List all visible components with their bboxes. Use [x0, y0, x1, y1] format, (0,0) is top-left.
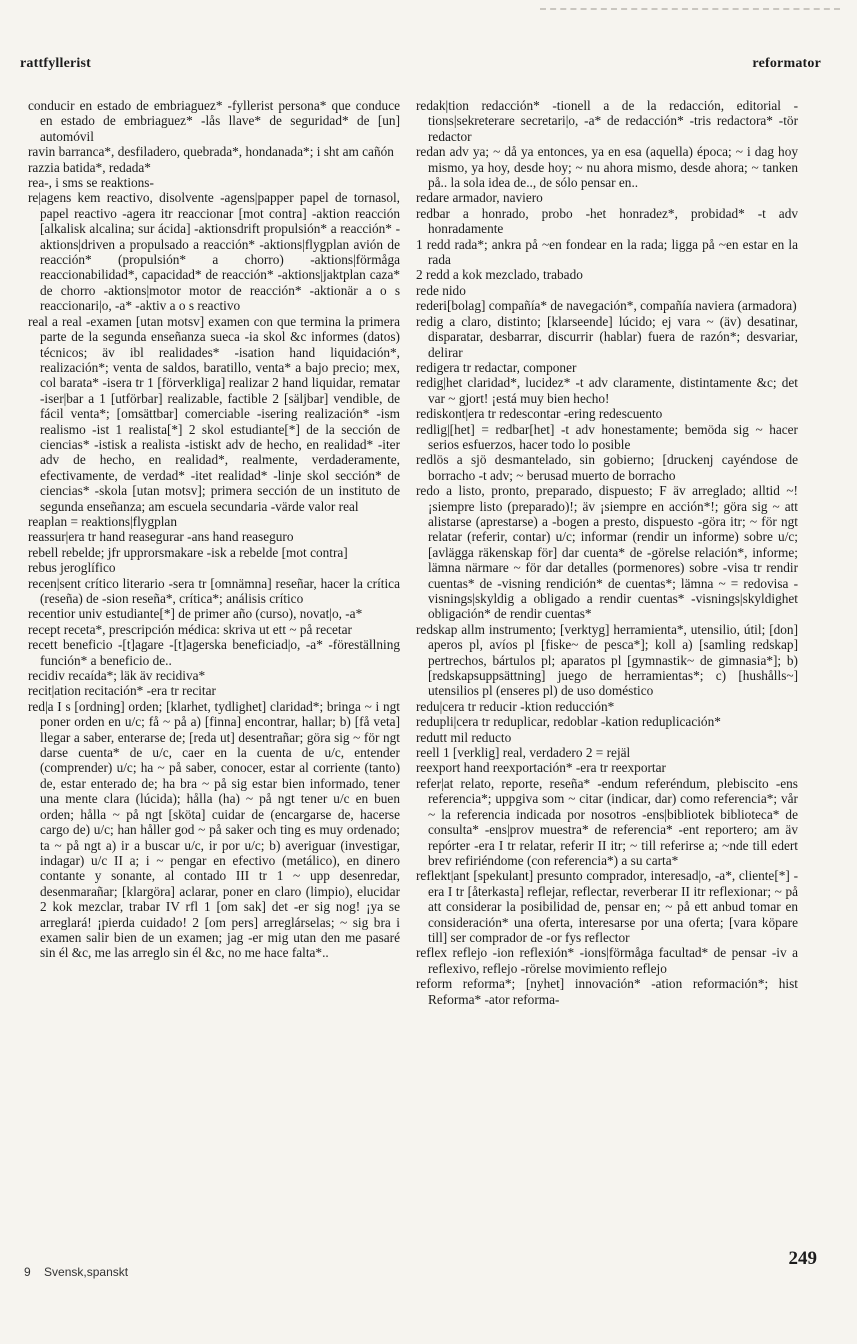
dictionary-entry: rederi[bolag] compañía* de navegación*, compañía naviera (armadora) — [416, 298, 797, 314]
dictionary-entry: redupli|cera tr reduplicar, redoblar -kation reduplicación* — [416, 714, 721, 730]
top-edge-rule — [540, 8, 840, 11]
dictionary-entry: reassur|era tr hand reasegurar -ans hand reaseguro — [28, 529, 294, 545]
dictionary-entry: real a real -examen [utan motsv] examen con que termina la primera parte de la segunda enseñanza sueca -ia skol &c informes (datos) técnicos; äv ibl realidades* -isation hand liquidación*, realización*; venta de saldos, baratillo, venta* a bajo precio; mex, col barata* -isera tr 1 [förverkliga] realizar 2 hand liquidar, rematar -iser|bar a 1 [utförbar] realizable, factible 2 [säljbar] vendible, de fácil venta*; [omsättbar] comerciable -isering realización* -ism realismo -ist 1 realista[*] 2 skol estudiante[*] de la sección de ciencias* -istisk a realista -istiskt adv de hecho, en realidad* -iter adv de hecho, en realidad*, realmente, verdaderamente, efectivamente, de verdad* -itet realidad* -linje skol sección* de ciencias* -skola [utan motsv]; primera sección de un instituto de segunda enseñanza; am escuela secundaria -värde valor real — [28, 313, 400, 514]
dictionary-entry: ravin barranca*, desfiladero, quebrada*, hondanada*; i sht am cañón — [28, 144, 394, 160]
dictionary-entry: rede nido — [416, 282, 466, 298]
dictionary-entry: razzia batida*, redada* — [28, 159, 151, 175]
dictionary-entry: recen|sent crítico literario -sera tr [omnämna] reseñar, hacer la crítica (reseña) de -sion reseña*, crítica*; análisis crítico — [28, 575, 400, 606]
dictionary-entry: redigera tr redactar, componer — [416, 359, 577, 375]
dictionary-entry: recit|ation recitación* -era tr recitar — [28, 683, 216, 699]
dictionary-entry: redig a claro, distinto; [klarseende] lúcido; ej vara ~ (äv) desatinar, disparatar, desbarrar, discurrir (hablar) fuera de razón*; desvariar, delirar — [416, 313, 798, 360]
dictionary-entry: reaplan = reaktions|flygplan — [28, 513, 177, 529]
left-guide-word: rattfyllerist — [20, 56, 92, 71]
left-column — [28, 98, 400, 961]
dictionary-entry: redan adv ya; ~ då ya entonces, ya en esa (aquella) época; ~ i dag hoy mismo, ya hoy, desde hoy; ~ nu ahora mismo, desde ahora; ~ tanken på.. la sola idea de.., de sólo pensar en.. — [416, 144, 798, 191]
dictionary-entry: reform reforma*; [nyhet] innovación* -ation reformación*; hist Reforma* -ator reforma- — [416, 976, 798, 1007]
dictionary-entry: re|agens kem reactivo, disolvente -agens|papper papel de tornasol, papel reactivo -agera itr reaccionar [mot contra] -aktion reacción [alkalisk alcalina; sur ácida] -aktionsdrift propulsión* a reacción* -aktions|driven a propulsado a reacción* -aktions|flygplan avión de reacción* (propulsión* a chorro) -aktions|förmåga reaccionabilidad*, capacidad* de reacción* -aktions|jaktplan caza* de chorro -aktions|motor motor de reacción* -aktionär a o s reaccionari|o, -a* -aktiv a o s reactivo — [28, 190, 400, 314]
dictionary-entry: red|a I s [ordning] orden; [klarhet, tydlighet] claridad*; bringa ~ i ngt poner orden en u/c; få ~ på a) [finna] encontrar, hallar; b) [få veta] llegar a saber, enterarse de; [reda ut] desentrañar; göra sig ~ för ngt darse cuenta* de u/c, caer en la cuenta de u/c, entender (comprender) u/c; ha ~ på saber, conocer, estar al corriente (tanto) de, estar enterado de; ha bra ~ på sig estar bien informado, tener una mente clara (lúcida); hålla (ha) ~ på ngt tener u/c en buen orden; hålla ~ på ngt [sköta] cuidar de (encargarse de, hacerse cargo de) u/c; han håller god ~ på saker och ting es muy ordenado; ta ~ på ngt a) ir a buscar u/c, ir por u/c; b) averiguar (investigar, indagar) u/c II a; i ~ pengar en efectivo (metálico), en dinero contante y sonante, al contado III tr 1 ~ upp desenredar, desenmarañar; [klargöra] aclarar, poner en claro (limpio), elucidar 2 kok mezclar, trabar IV rfl 1 [om sak] det -er sig nog! ¡ya se arreglará! ¡pierda cuidado! 2 [om pers] arreglárselas; ~ sig bra i examen salir bien de un examen; jag -er mig utan den me pasaré sin él &c, me las arreglo sin él &c, no me hace falta*.. — [28, 698, 400, 961]
dictionary-entry: redlig|[het] = redbar[het] -t adv honestamente; bemöda sig ~ hacer serios esfuerzos, hacer todo lo posible — [416, 421, 798, 452]
dictionary-entry: rebus jeroglífico — [28, 560, 116, 576]
dictionary-entry: redig|het claridad*, lucidez* -t adv claramente, distintamente &c; det var ~ gjort! ¡está muy bien hecho! — [416, 375, 798, 406]
page-number: 249 — [788, 1248, 817, 1269]
dictionary-entry: rebell rebelde; jfr upprorsmakare -isk a rebelde [mot contra] — [28, 544, 348, 560]
right-guide-word: reformator — [752, 56, 821, 71]
dictionary-entry: redo a listo, pronto, preparado, dispuesto; F äv arreglado; alltid ~! ¡siempre listo (preparado)!; äv ¡siempre en acción*!; göra sig ~ att alistarse (aprestarse) a -bogen a presto, dispuesto -göra itr; ~ för ngt relatar (referir, contar) u/c; informar (rendir un informe) sobre u/c; [avlägga räkenskap för] dar cuenta* de -görelse relación*, informe; lämna närmare ~ för dar detalles (pormenores) sobre -visa tr rendir cuentas* de -visning rendición* de cuentas*; lämna ~ = redovisa -visnings|skyldig a obligado a rendir cuentas* -visnings|skyldighet obligación* de rendir cuentas* — [416, 483, 798, 622]
dictionary-entry: redlös a sjö desmantelado, sin gobierno; [druckenj cayéndose de borracho -t adv; ~ berusad muerto de borracho — [416, 452, 798, 483]
dictionary-entry: rea-, i sms se reaktions- — [28, 175, 154, 191]
printer-signature — [24, 1265, 128, 1279]
signature-title: Svensk,spanskt — [44, 1265, 129, 1279]
dictionary-entry: refer|at relato, reporte, reseña* -endum referéndum, plebiscito -ens referencia*; uppgiva som ~ citar (indicar, dar) como referencia*; vår ~ la referencia indicada por nosotros -ens|bibliotek biblioteca* de consulta* -ens|prov muestra* de referencia* -ent reportero; am äv repórter -era I tr relatar, referir II itr; ~ till referirse a; ~nde till edert brev refiriéndome (con referencia*) a su carta* — [416, 775, 798, 868]
dictionary-entry: redskap allm instrumento; [verktyg] herramienta*, utensilio, útil; [don] aperos pl, avíos pl [fiske~ de pesca*]; koll a) [samling redskap] pertrechos, bártulos pl; aparatos pl [gymnastik~ de gimnasia*]; b) [redskapsuppsättning] juego de herramientas*; c) [hushålls~] utensilios pl (enseres pl) de uso doméstico — [416, 621, 798, 699]
dictionary-entry: recentior univ estudiante[*] de primer año (curso), novat|o, -a* — [28, 606, 363, 622]
dictionary-entry: reflex reflejo -ion reflexión* -ions|förmåga facultad* de pensar -iv a reflexivo, reflejo -rörelse movimiento reflejo — [416, 945, 798, 976]
dictionary-entry: recett beneficio -[t]agare -[t]agerska beneficiad|o, -a* -föreställning función* a beneficio de.. — [28, 637, 400, 668]
signature-number: 9 — [24, 1265, 31, 1279]
dictionary-entry: redu|cera tr reducir -ktion reducción* — [416, 698, 615, 714]
dictionary-entry: reell 1 [verklig] real, verdadero 2 = rejäl — [416, 745, 631, 761]
dictionary-entry: 1 redd rada*; ankra på ~en fondear en la rada; ligga på ~en estar en la rada — [416, 236, 798, 268]
dictionary-entry: reflekt|ant [spekulant] presunto comprador, interesad|o, -a*, cliente[*] -era I tr [återkasta] reflejar, reflectar, reverberar II itr reflexionar; ~ på att considerar la posibilidad de, pensar en; ~ på ett anbud tomar en consideración* una oferta, interesarse por una oferta; [vara köpare till] ser comprador de -or fys reflector — [416, 868, 798, 945]
dictionary-entry: recidiv recaída*; läk äv recidiva* — [28, 668, 206, 684]
dictionary-entry: redutt mil reducto — [416, 729, 512, 745]
dictionary-entry: conducir en estado de embriaguez* -fyllerist persona* que conduce en estado de embriaguez* -lås llave* de seguridad* de [un] automóvil — [28, 98, 400, 144]
dictionary-entry: redak|tion redacción* -tionell a de la redacción, editorial -tions|sekreterare secretari|o, -a* de redacción* -tris redactora* -tör redactor — [416, 98, 798, 144]
dictionary-entry: reexport hand reexportación* -era tr reexportar — [416, 760, 666, 776]
dictionary-entry: recept receta*, prescripción médica: skriva ut ett ~ på recetar — [28, 621, 352, 637]
dictionary-entry: redbar a honrado, probo -het honradez*, probidad* -t adv honradamente — [416, 205, 798, 237]
right-column — [416, 98, 798, 1007]
dictionary-entry: 2 redd a kok mezclado, trabado — [416, 267, 583, 283]
dictionary-entry: redare armador, naviero — [416, 190, 543, 206]
dictionary-entry: rediskont|era tr redescontar -ering redescuento — [416, 406, 663, 422]
